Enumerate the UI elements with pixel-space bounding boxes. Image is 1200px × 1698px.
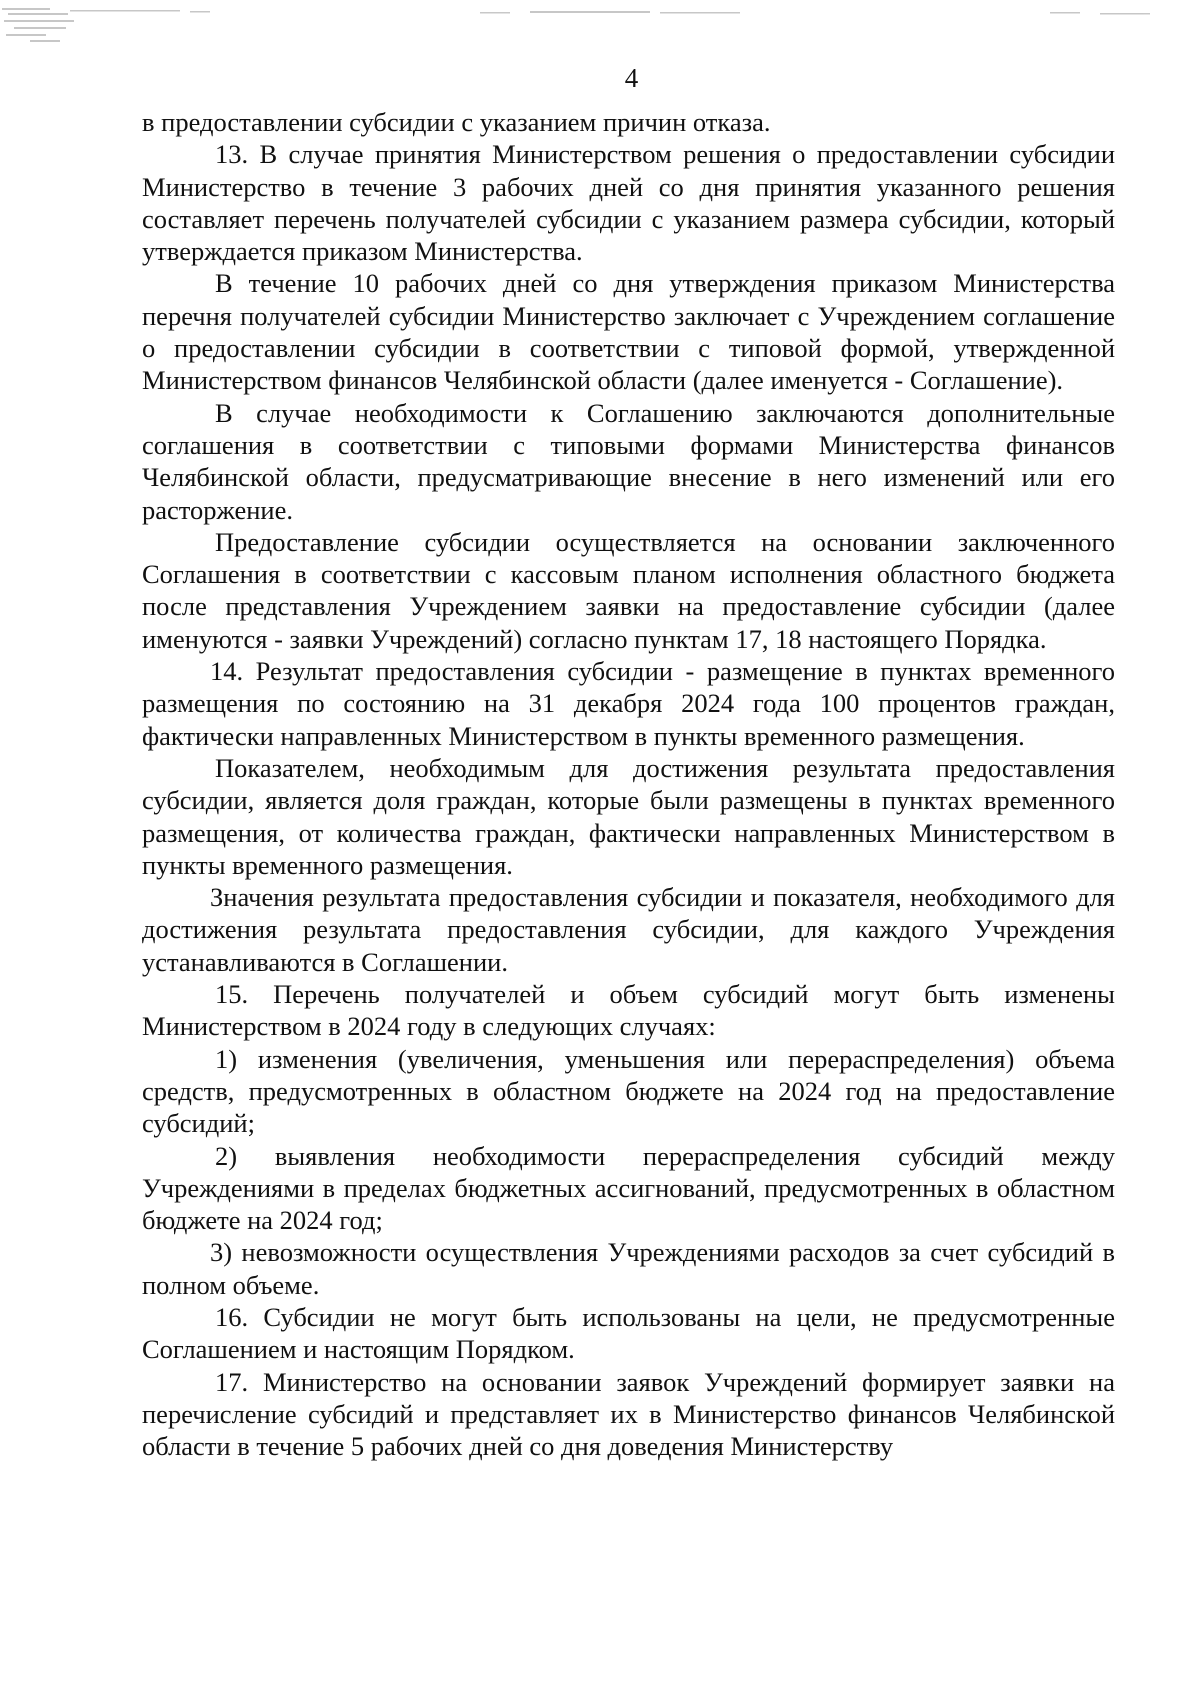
paragraph-14-values: Значения результата предоставления субсидии и показателя, необходимого для достижения результата предоставления субсидии, для каждого Учреждения устанавливаются в Соглашении. [142, 882, 1115, 977]
paragraph-14-indicator: Показателем, необходимым для достижения результата предоставления субсидии, является доля граждан, которые были размещены в пунктах временного размещения, от количества граждан, фактически направленных Министерством в пункты временного размещения. [142, 752, 1115, 880]
paragraph-15-item-2: 2) выявления необходимости перераспределения субсидий между Учреждениями в пределах бюджетных ассигнований, предусмотренных в областном бюджете на 2024 год; [142, 1140, 1115, 1236]
paragraph-13: 13. В случае принятия Министерством решения о предоставлении субсидии Министерство в течение 3 рабочих дней со дня принятия указанного решения составляет перечень получателей субсидии с указанием размера субсидии, который утверждается приказом Министерства. [142, 139, 1115, 267]
paragraph-16: 16. Субсидии не могут быть использованы на цели, не предусмотренные Соглашением и настоящим Порядком. [142, 1301, 1115, 1365]
paragraph-14: 14. Результат предоставления субсидии - размещение в пунктах временного размещения по состоянию на 31 декабря 2024 года 100 процентов граждан, фактически направленных Министерством в пункты временного размещения. [142, 656, 1115, 751]
document-body [142, 106, 1115, 1462]
paragraph-13-additional-agreements: В случае необходимости к Соглашению заключаются дополнительные соглашения в соответствии с типовыми формами Министерства финансов Челябинской области, предусматривающие внесение в него изменений или его расторжение. [142, 397, 1115, 525]
paragraph-13-agreement: В течение 10 рабочих дней со дня утверждения приказом Министерства перечня получателей субсидии Министерство заключает с Учреждением соглашение о предоставлении субсидии в соответствии с типовой формой, утвержденной Министерством финансов Челябинской области (далее именуется - Соглашение). [142, 268, 1115, 396]
paragraph-17: 17. Министерство на основании заявок Учреждений формирует заявки на перечисление субсидий и представляет их в Министерство финансов Челябинской области в течение 5 рабочих дней со дня доведения Министерству [142, 1366, 1115, 1462]
paragraph-15-item-1: 1) изменения (увеличения, уменьшения или перераспределения) объема средств, предусмотренных в областном бюджете на 2024 год на предоставление субсидий; [142, 1043, 1115, 1139]
paragraph-15: 15. Перечень получателей и объем субсидий могут быть изменены Министерством в 2024 году в следующих случаях: [142, 979, 1115, 1042]
paragraph-15-item-3: 3) невозможности осуществления Учреждениями расходов за счет субсидий в полном объеме. [142, 1237, 1115, 1300]
page-number: 4 [624, 63, 639, 93]
scan-noise [0, 0, 1200, 60]
paragraph-13-provision: Предоставление субсидии осуществляется на основании заключенного Соглашения в соответствии с кассовым планом исполнения областного бюджета после представления Учреждением заявки на предоставление субсидии (далее именуются - заявки Учреждений) согласно пунктам 17, 18 настоящего Порядка. [142, 526, 1115, 654]
paragraph-continuation: в предоставлении субсидии с указанием причин отказа. [142, 107, 771, 137]
